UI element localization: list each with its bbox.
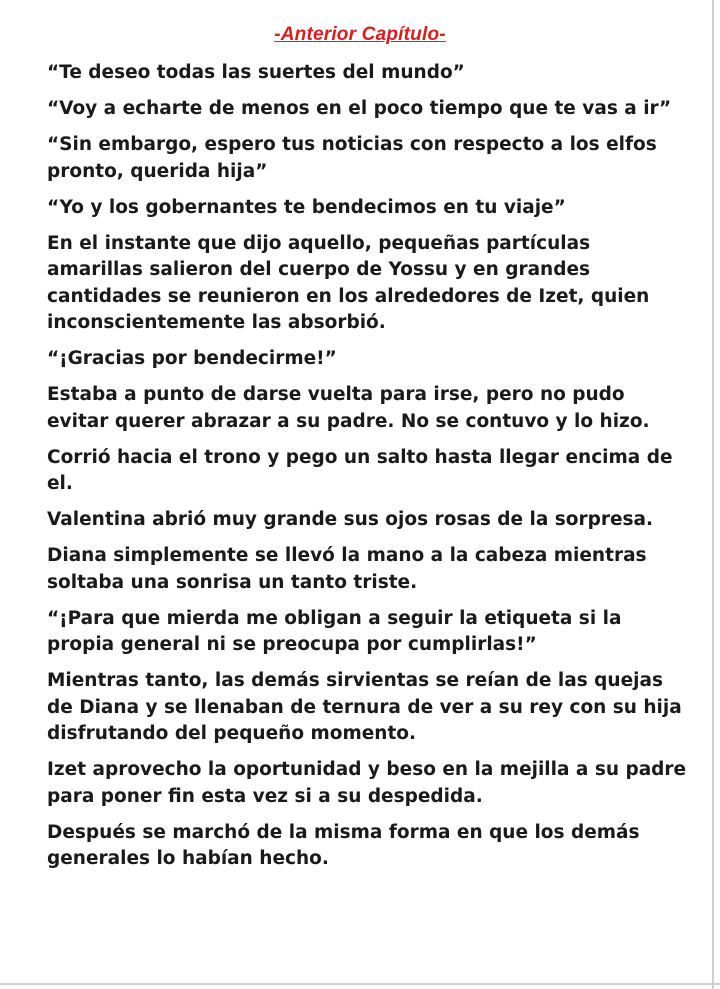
paragraph: Mientras tanto, las demás sirvientas se reían de las quejas de Diana y se llenaban de ternura de ver a su rey con su hija disfrutando del pequeño momento.: [47, 670, 682, 744]
paragraph: “Voy a echarte de menos en el poco tiempo que te vas a ir”: [47, 98, 672, 119]
paragraph: Después se marchó de la misma forma en que los demás generales lo habían hecho.: [47, 821, 640, 869]
paragraph: “Yo y los gobernantes te bendecimos en tu viaje”: [47, 196, 566, 218]
paragraph: Corrió hacia el trono y pego un salto hasta llegar encima de el.: [47, 446, 673, 494]
paragraph: Izet aprovecho la oportunidad y beso en la mejilla a su padre para poner fin esta vez si a su despedida.: [47, 759, 687, 807]
paragraph: Valentina abrió muy grande sus ojos rosas de la sorpresa.: [47, 509, 654, 530]
paragraph: Diana simplemente se llevó la mano a la cabeza mientras soltaba una sonrisa un tanto triste.: [47, 545, 647, 593]
paragraph: “¡Gracias por bendecirme!”: [47, 348, 337, 369]
paragraph: Estaba a punto de darse vuelta para irse, pero no pudo evitar querer abrazar a su padre. No se contuvo y lo hizo.: [47, 384, 650, 432]
paragraph: “Te deseo todas las suertes del mundo”: [47, 62, 465, 83]
page-edge-right: [712, 0, 714, 989]
paragraph: En el instante que dijo aquello, pequeñas partículas amarillas salieron del cuerpo de Yossu y en grandes cantidades se reunieron en los alrededores de Izet, quien inconscientemente las absorbió.: [47, 232, 650, 333]
chapter-title: -Anterior Capítulo-: [274, 24, 446, 45]
paragraph: “Sin embargo, espero tus noticias con respecto a los elfos pronto, querida hija”: [47, 134, 657, 182]
document-body: [47, 60, 687, 882]
paragraph: “¡Para que mierda me obligan a seguir la etiqueta si la propia general ni se preocupa por cumplirlas!”: [47, 607, 622, 655]
page-edge-bottom: [0, 983, 720, 985]
